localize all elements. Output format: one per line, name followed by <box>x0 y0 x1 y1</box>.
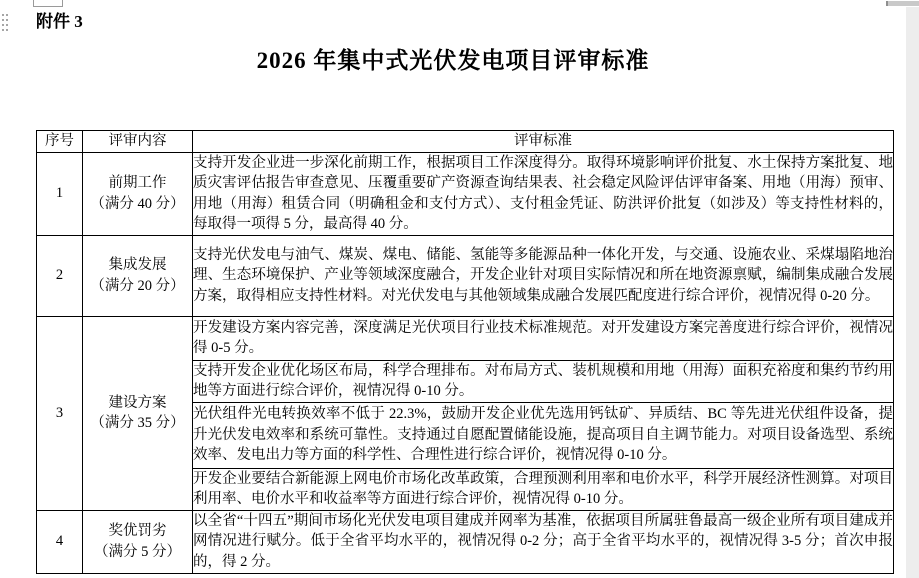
row-number: 3 <box>37 316 83 510</box>
table-row <box>37 235 894 316</box>
category-cell <box>83 510 193 573</box>
category-cell <box>83 316 193 510</box>
category-cell <box>83 152 193 235</box>
header-criteria: 评审标准 <box>193 131 894 153</box>
category-name: 建设方案 <box>108 394 167 411</box>
review-criteria-table <box>36 130 894 574</box>
criteria-text: 光伏组件光电转换效率不低于 22.3%，鼓励开发企业优先选用钙钛矿、异质结、BC 等先进光伏组件设备，提升光伏发电效率和系统可靠性。支持通过自愿配置储能设施，提高项目自主调节能力。对项目设备选型、系统效率、发电出力等方面的科学性、合理性进行综合评价，视情况得 0-10 分。 <box>193 402 894 468</box>
attachment-label: 附件 3 <box>36 12 83 31</box>
category-score: （满分 5 分） <box>94 543 181 560</box>
table-header-row <box>37 131 894 153</box>
row-number: 4 <box>37 510 83 573</box>
table-move-handle-icon[interactable] <box>1 13 9 33</box>
criteria-text: 开发企业要结合新能源上网电价市场化改革政策，合理预测利用率和电价水平，科学开展经济性测算。对项目利用率、电价水平和收益率等方面进行综合评价，视情况得 0-10 分。 <box>193 468 894 510</box>
category-score: （满分 20 分） <box>90 277 185 294</box>
criteria-text: 支持开发企业优化场区布局，科学合理排布。对布局方式、装机规模和用地（用海）面积充裕度和集约节约用地等方面进行综合评价，视情况得 0-10 分。 <box>193 360 894 402</box>
header-content: 评审内容 <box>83 131 193 153</box>
category-name: 奖优罚劣 <box>108 523 167 539</box>
category-score: （满分 35 分） <box>90 415 185 431</box>
page-edge-marker <box>33 0 63 7</box>
category-name: 前期工作 <box>108 175 167 191</box>
criteria-text: 支持开发企业进一步深化前期工作，根据项目工作深度得分。取得环境影响评价批复、水土保持方案批复、地质灾害评估报告审查意见、压覆重要矿产资源查询结果表、社会稳定风险评估评审备案、用地（用海）预审、用地（用海）租赁合同（明确租金和支付方式）、支付租金凭证、防洪评价批复（如涉及）等支持性材料的，每取得一项得 5 分，最高得 40 分。 <box>193 152 894 235</box>
criteria-text: 开发建设方案内容完善，深度满足光伏项目行业技术标准规范。对开发建设方案完善度进行综合评价，视情况得 0-5 分。 <box>193 316 894 360</box>
table-row <box>37 152 894 235</box>
dot-grid-icon <box>1 13 9 33</box>
canvas-background <box>906 7 919 578</box>
header-no: 序号 <box>37 131 83 153</box>
scrollbar-thumb[interactable] <box>886 1 919 6</box>
category-score: （满分 40 分） <box>90 195 185 212</box>
row-number: 2 <box>37 235 83 316</box>
category-cell <box>83 235 193 316</box>
table-row <box>37 316 894 360</box>
table-row <box>37 510 894 573</box>
category-name: 集成发展 <box>108 257 167 273</box>
criteria-text: 支持光伏发电与油气、煤炭、煤电、储能、氢能等多能源品种一体化开发，与交通、设施农业、采煤塌陷地治理、生态环境保护、产业等领域深度融合，开发企业针对项目实际情况和所在地资源禀赋，编制集成融合发展方案，取得相应支持性材料。对光伏发电与其他领域集成融合发展匹配度进行综合评价，视情况得 0-20 分。 <box>193 235 894 316</box>
criteria-text: 以全省“十四五”期间市场化光伏发电项目建成并网率为基准，依据项目所属驻鲁最高一级企业所有项目建成并网情况进行赋分。低于全省平均水平的，视情况得 0-2 分；高于全省平均水平的，视情况得 3-5 分；首次申报的，得 2 分。 <box>193 510 894 573</box>
page-title: 2026 年集中式光伏发电项目评审标准 <box>256 48 650 73</box>
row-number: 1 <box>37 152 83 235</box>
